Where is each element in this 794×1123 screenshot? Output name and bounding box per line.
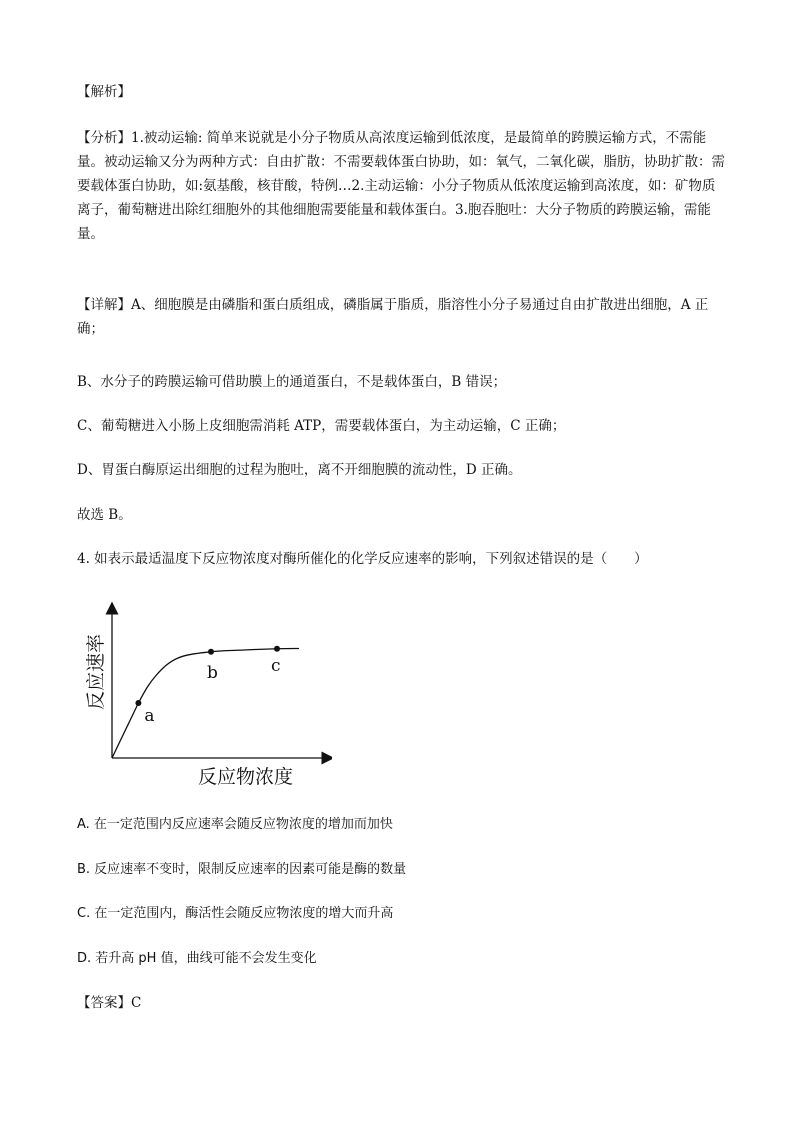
detail-d: D、胃蛋白酶原运出细胞的过程为胞吐，离不开细胞膜的流动性，D 正确。 <box>77 462 522 478</box>
detail-a: 【详解】A、细胞膜是由磷脂和蛋白质组成，磷脂属于脂质，脂溶性小分子易通过自由扩散进出细胞，A 正确； <box>77 297 709 337</box>
point-label-c: c <box>271 655 281 676</box>
detail-b: B、水分子的跨膜运输可借助膜上的通道蛋白，不是载体蛋白，B 错误； <box>77 374 507 390</box>
answer: 【答案】C <box>77 995 142 1011</box>
point-c <box>274 646 280 652</box>
y-axis-title: 反应速率 <box>85 633 107 710</box>
point-a <box>135 700 141 706</box>
point-label-a: a <box>144 706 155 726</box>
option-d: D. 若升高 pH 值，曲线可能不会发生变化 <box>77 951 317 966</box>
option-b: B. 反应速率不变时，限制反应速率的因素可能是酶的数量 <box>77 862 407 877</box>
analysis-text: 【分析】1.被动运输: 简单来说就是小分子物质从高浓度运输到低浓度，是最简单的跨膜运输方式，不需能量。被动运输又分为两种方式：自由扩散：不需要载体蛋白协助，如：氧气，二氧化碳，脂肪，协助扩散：需要载体蛋白协助，如:氨基酸，核苷酸，特例…2.主动运输：小分子物质从低浓度运输到高浓度，如：矿物质离子，葡萄糖进出除红细胞外的其他细胞需要能量和载体蛋白。3.胞吞胞吐：大分子物质的跨膜运输，需能量。 <box>77 130 725 242</box>
detail-c: C、葡萄糖进入小肠上皮细胞需消耗 ATP，需要载体蛋白，为主动运输，C 正确； <box>77 418 566 434</box>
x-axis-title: 反应物浓度 <box>198 766 294 788</box>
conclusion: 故选 B。 <box>77 507 132 523</box>
option-a: A. 在一定范围内反应速率会随反应物浓度的增加而加快 <box>77 817 393 832</box>
analysis-heading: 【解析】 <box>77 84 131 100</box>
reaction-rate-chart <box>72 600 332 790</box>
option-c: C. 在一定范围内，酶活性会随反应物浓度的增大而升高 <box>77 906 394 921</box>
question-stem: 4. 如表示最适温度下反应物浓度对酶所催化的化学反应速率的影响，下列叙述错误的是（ ） <box>77 551 648 567</box>
point-b <box>208 649 214 655</box>
point-label-b: b <box>207 662 218 683</box>
